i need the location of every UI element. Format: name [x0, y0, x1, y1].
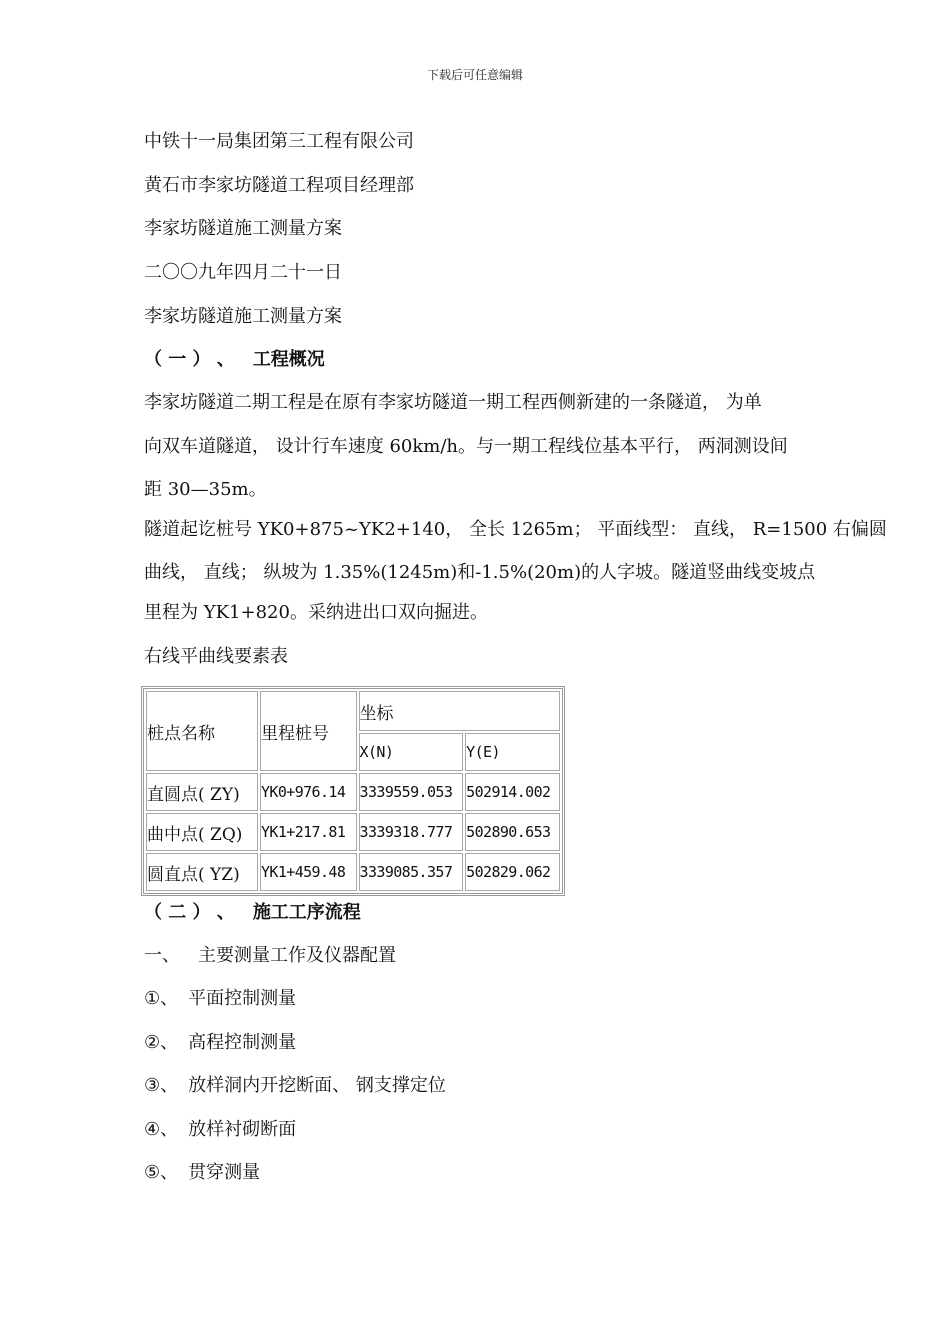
- row-y: 502890.653: [465, 813, 560, 851]
- row-mileage: YK1+459.48: [260, 853, 357, 891]
- list-item-main-number: 一、: [144, 945, 180, 966]
- row-x: 3339085.357: [359, 853, 464, 891]
- list-item-text: 高程控制测量: [188, 1032, 297, 1053]
- para2-line-1: 隧道起讫桩号 YK0+875~YK2+140， 全长 1265m； 平面线型： 直线， R=1500 右偏圆: [144, 519, 887, 540]
- section2-heading: [144, 902, 361, 924]
- list-item-text: 放样洞内开挖断面、 钢支撑定位: [188, 1075, 446, 1096]
- list-item-number: ④、: [144, 1119, 179, 1140]
- company-name: 中铁十一局集团第三工程有限公司: [144, 131, 414, 152]
- section1-heading-text: 工程概况: [252, 349, 325, 370]
- header-point-name: 桩点名称: [146, 691, 258, 771]
- list-item: [144, 1075, 446, 1097]
- list-item: [144, 988, 296, 1010]
- row-y: 502914.002: [465, 773, 560, 811]
- para2-line-2: 曲线， 直线； 纵坡为 1.35%(1245m)和-1.5%(20m)的人字坡。隧道竖曲线变坡点: [144, 562, 816, 583]
- list-item: [144, 1119, 296, 1141]
- list-item-main: [144, 945, 396, 967]
- row-x: 3339318.777: [359, 813, 464, 851]
- table-caption: 右线平曲线要素表: [144, 646, 288, 667]
- table-row: [146, 773, 560, 811]
- curve-elements-table: [141, 686, 565, 896]
- section2-heading-text: 施工工序流程: [252, 902, 361, 923]
- table-row: [146, 853, 560, 891]
- row-mileage: YK1+217.81: [260, 813, 357, 851]
- list-item-main-text: 主要测量工作及仪器配置: [198, 945, 396, 966]
- row-mileage: YK0+976.14: [260, 773, 357, 811]
- header-mileage: 里程桩号: [260, 691, 357, 771]
- para1-line-3: 距 30—35m。: [144, 479, 267, 500]
- para2-line-3: 里程为 YK1+820。采纳进出口双向掘进。: [144, 602, 488, 623]
- section2-heading-number: （ 二 ） 、: [144, 902, 235, 923]
- list-item-number: ⑤、: [144, 1162, 179, 1183]
- list-item-number: ②、: [144, 1032, 179, 1053]
- list-item-text: 贯穿测量: [188, 1162, 261, 1183]
- list-item-number: ①、: [144, 988, 179, 1009]
- row-point-name: 圆直点( YZ): [146, 853, 258, 891]
- row-x: 3339559.053: [359, 773, 464, 811]
- list-item-number: ③、: [144, 1075, 179, 1096]
- list-item: [144, 1032, 296, 1054]
- section1-heading-number: （ 一 ） 、: [144, 349, 235, 370]
- list-item: [144, 1162, 260, 1184]
- list-item-text: 平面控制测量: [188, 988, 297, 1009]
- document-date: 二〇〇九年四月二十一日: [144, 262, 342, 283]
- header-y: Y(E): [465, 733, 560, 771]
- department-name: 黄石市李家坊隧道工程项目经理部: [144, 175, 414, 196]
- row-point-name: 曲中点( ZQ): [146, 813, 258, 851]
- header-note: 下载后可任意编辑: [426, 68, 523, 82]
- row-point-name: 直圆点( ZY): [146, 773, 258, 811]
- table-row: [146, 813, 560, 851]
- document-title: 李家坊隧道施工测量方案: [144, 218, 342, 239]
- header-coordinate: 坐标: [359, 691, 560, 731]
- para1-line-1: 李家坊隧道二期工程是在原有李家坊隧道一期工程西侧新建的一条隧道， 为单: [144, 392, 762, 413]
- section1-heading: [144, 349, 325, 371]
- para1-line-2: 向双车道隧道， 设计行车速度 60km/h。与一期工程线位基本平行， 两洞测设间: [144, 436, 788, 457]
- header-x: X(N): [359, 733, 464, 771]
- list-item-text: 放样衬砌断面: [188, 1119, 297, 1140]
- row-y: 502829.062: [465, 853, 560, 891]
- document-title-repeat: 李家坊隧道施工测量方案: [144, 306, 342, 327]
